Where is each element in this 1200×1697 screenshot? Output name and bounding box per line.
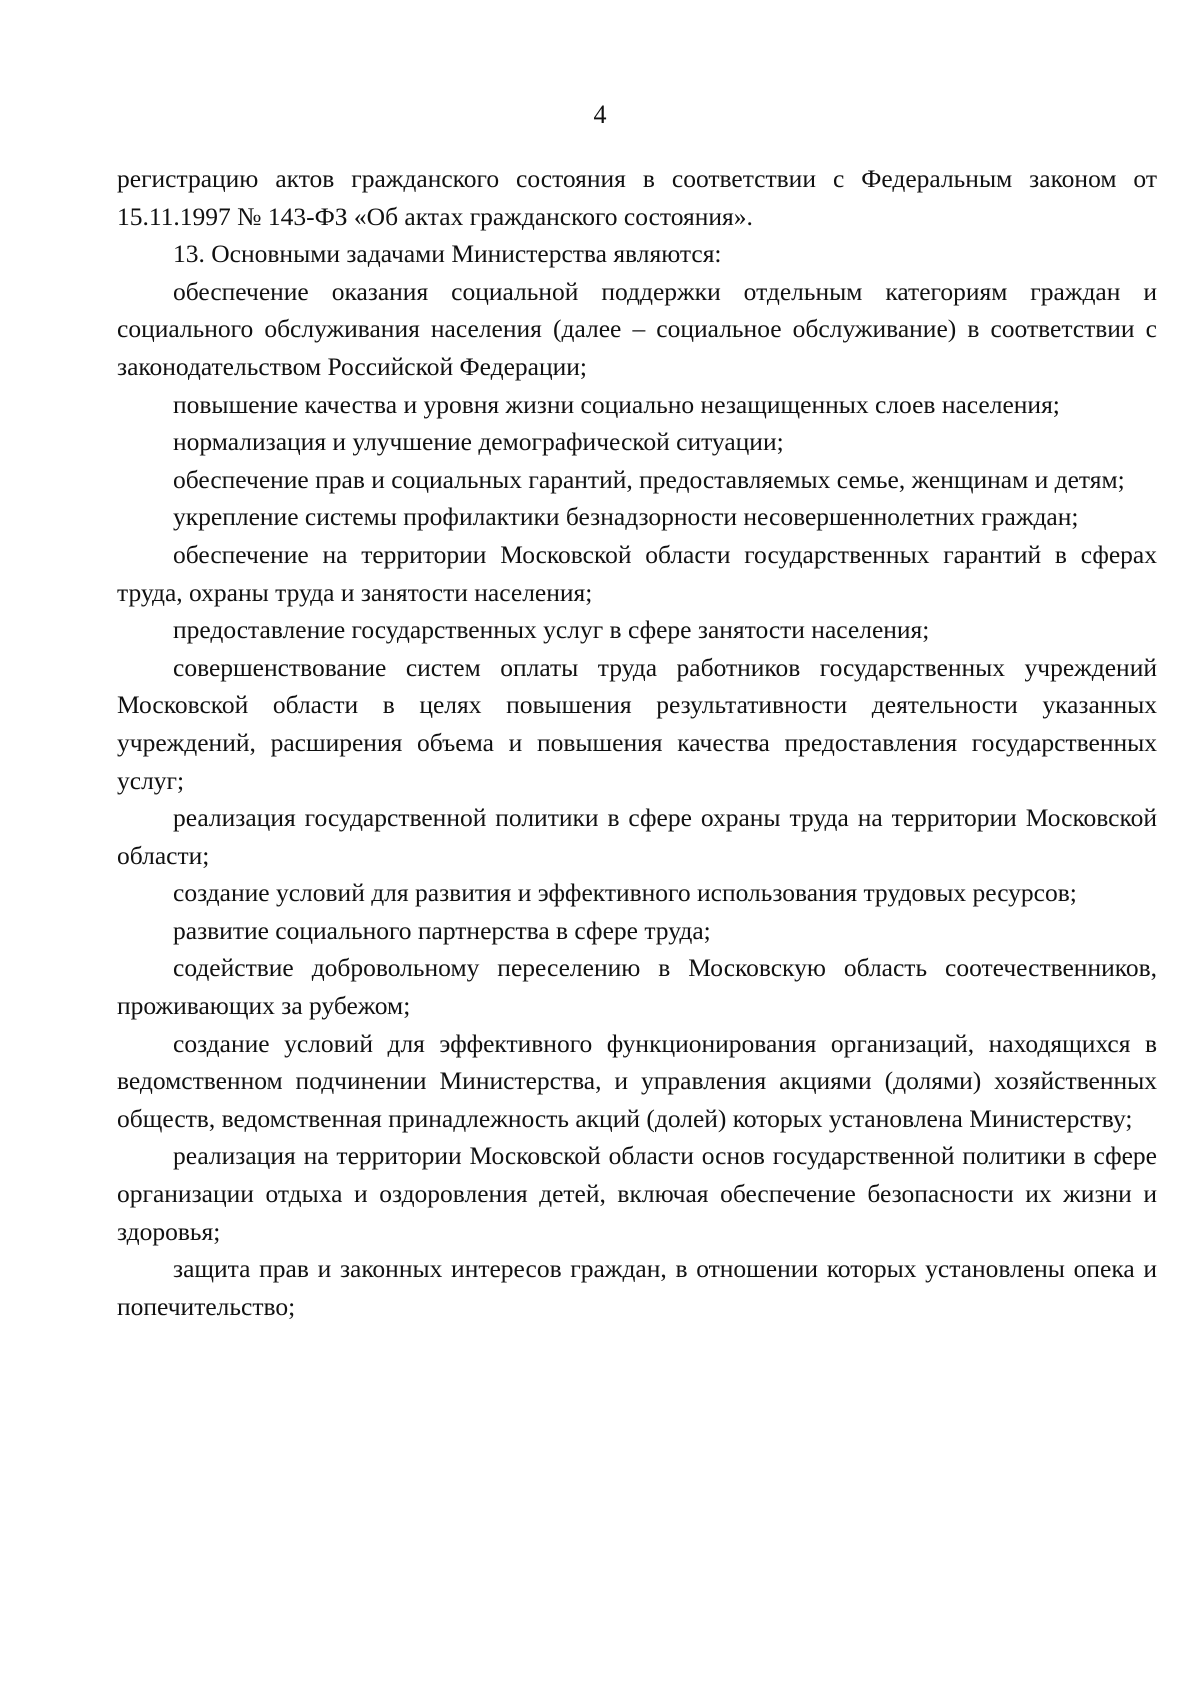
paragraph-task-neglect-prevention: укрепление системы профилактики безнадзорности несовершеннолетних граждан; bbox=[173, 502, 1079, 532]
paragraph-section-13-heading: 13. Основными задачами Министерства являются: bbox=[173, 239, 722, 269]
paragraph-task-demography: нормализация и улучшение демографической ситуации; bbox=[173, 427, 784, 457]
paragraph-task-guardianship: защита прав и законных интересов граждан, в отношении которых установлены опека и попечительство; bbox=[117, 1254, 1157, 1321]
page-number: 4 bbox=[593, 100, 607, 129]
paragraph-task-labor-guarantees: обеспечение на территории Московской области государственных гарантий в сферах труда, охраны труда и занятости населения; bbox=[117, 539, 1157, 607]
paragraph-task-subordinate-organizations: создание условий для эффективного функционирования организаций, находящихся в ведомственном подчинении Министерства, и управления акциями (долями) хозяйственных обществ, ведомственная принадлежность акций (долей) которых установлена Министерству; bbox=[117, 1028, 1157, 1133]
paragraph-task-resettlement: содействие добровольному переселению в Московскую область соотечественников, проживающих за рубежом; bbox=[117, 953, 1157, 1021]
paragraph-task-living-standards: повышение качества и уровня жизни социально незащищенных слоев населения; bbox=[173, 389, 1060, 419]
paragraph-task-children-recreation: реализация на территории Московской области основ государственной политики в сфере организации отдыха и оздоровления детей, включая обеспечение безопасности их жизни и здоровья; bbox=[117, 1141, 1157, 1246]
paragraph-task-labor-resources: создание условий для развития и эффективного использования трудовых ресурсов; bbox=[173, 878, 1077, 908]
paragraph-task-family-rights: обеспечение прав и социальных гарантий, предоставляемых семье, женщинам и детям; bbox=[173, 464, 1125, 494]
paragraph-task-labor-protection: реализация государственной политики в сфере охраны труда на территории Московской области; bbox=[117, 803, 1157, 870]
paragraph-task-employment-services: предоставление государственных услуг в сфере занятости населения; bbox=[173, 615, 930, 645]
paragraph-task-wage-systems: совершенствование систем оплаты труда работников государственных учреждений Московской области в целях повышения результативности деятельности указанных учреждений, расширения объема и повышения качества предоставления государственных услуг; bbox=[117, 652, 1157, 795]
paragraph-task-social-partnership: развитие социального партнерства в сфере труда; bbox=[173, 915, 711, 945]
paragraph-task-social-support: обеспечение оказания социальной поддержки отдельным категориям граждан и социального обслуживания населения (далее – социальное обслуживание) в соответствии с законодательством Российской Федерации; bbox=[117, 276, 1157, 381]
paragraph-continuation: регистрацию актов гражданского состояния в соответствии с Федеральным законом от 15.11.1997 № 143-ФЗ «Об актах гражданского состояния». bbox=[117, 164, 1157, 231]
document-body bbox=[117, 160, 1157, 1325]
